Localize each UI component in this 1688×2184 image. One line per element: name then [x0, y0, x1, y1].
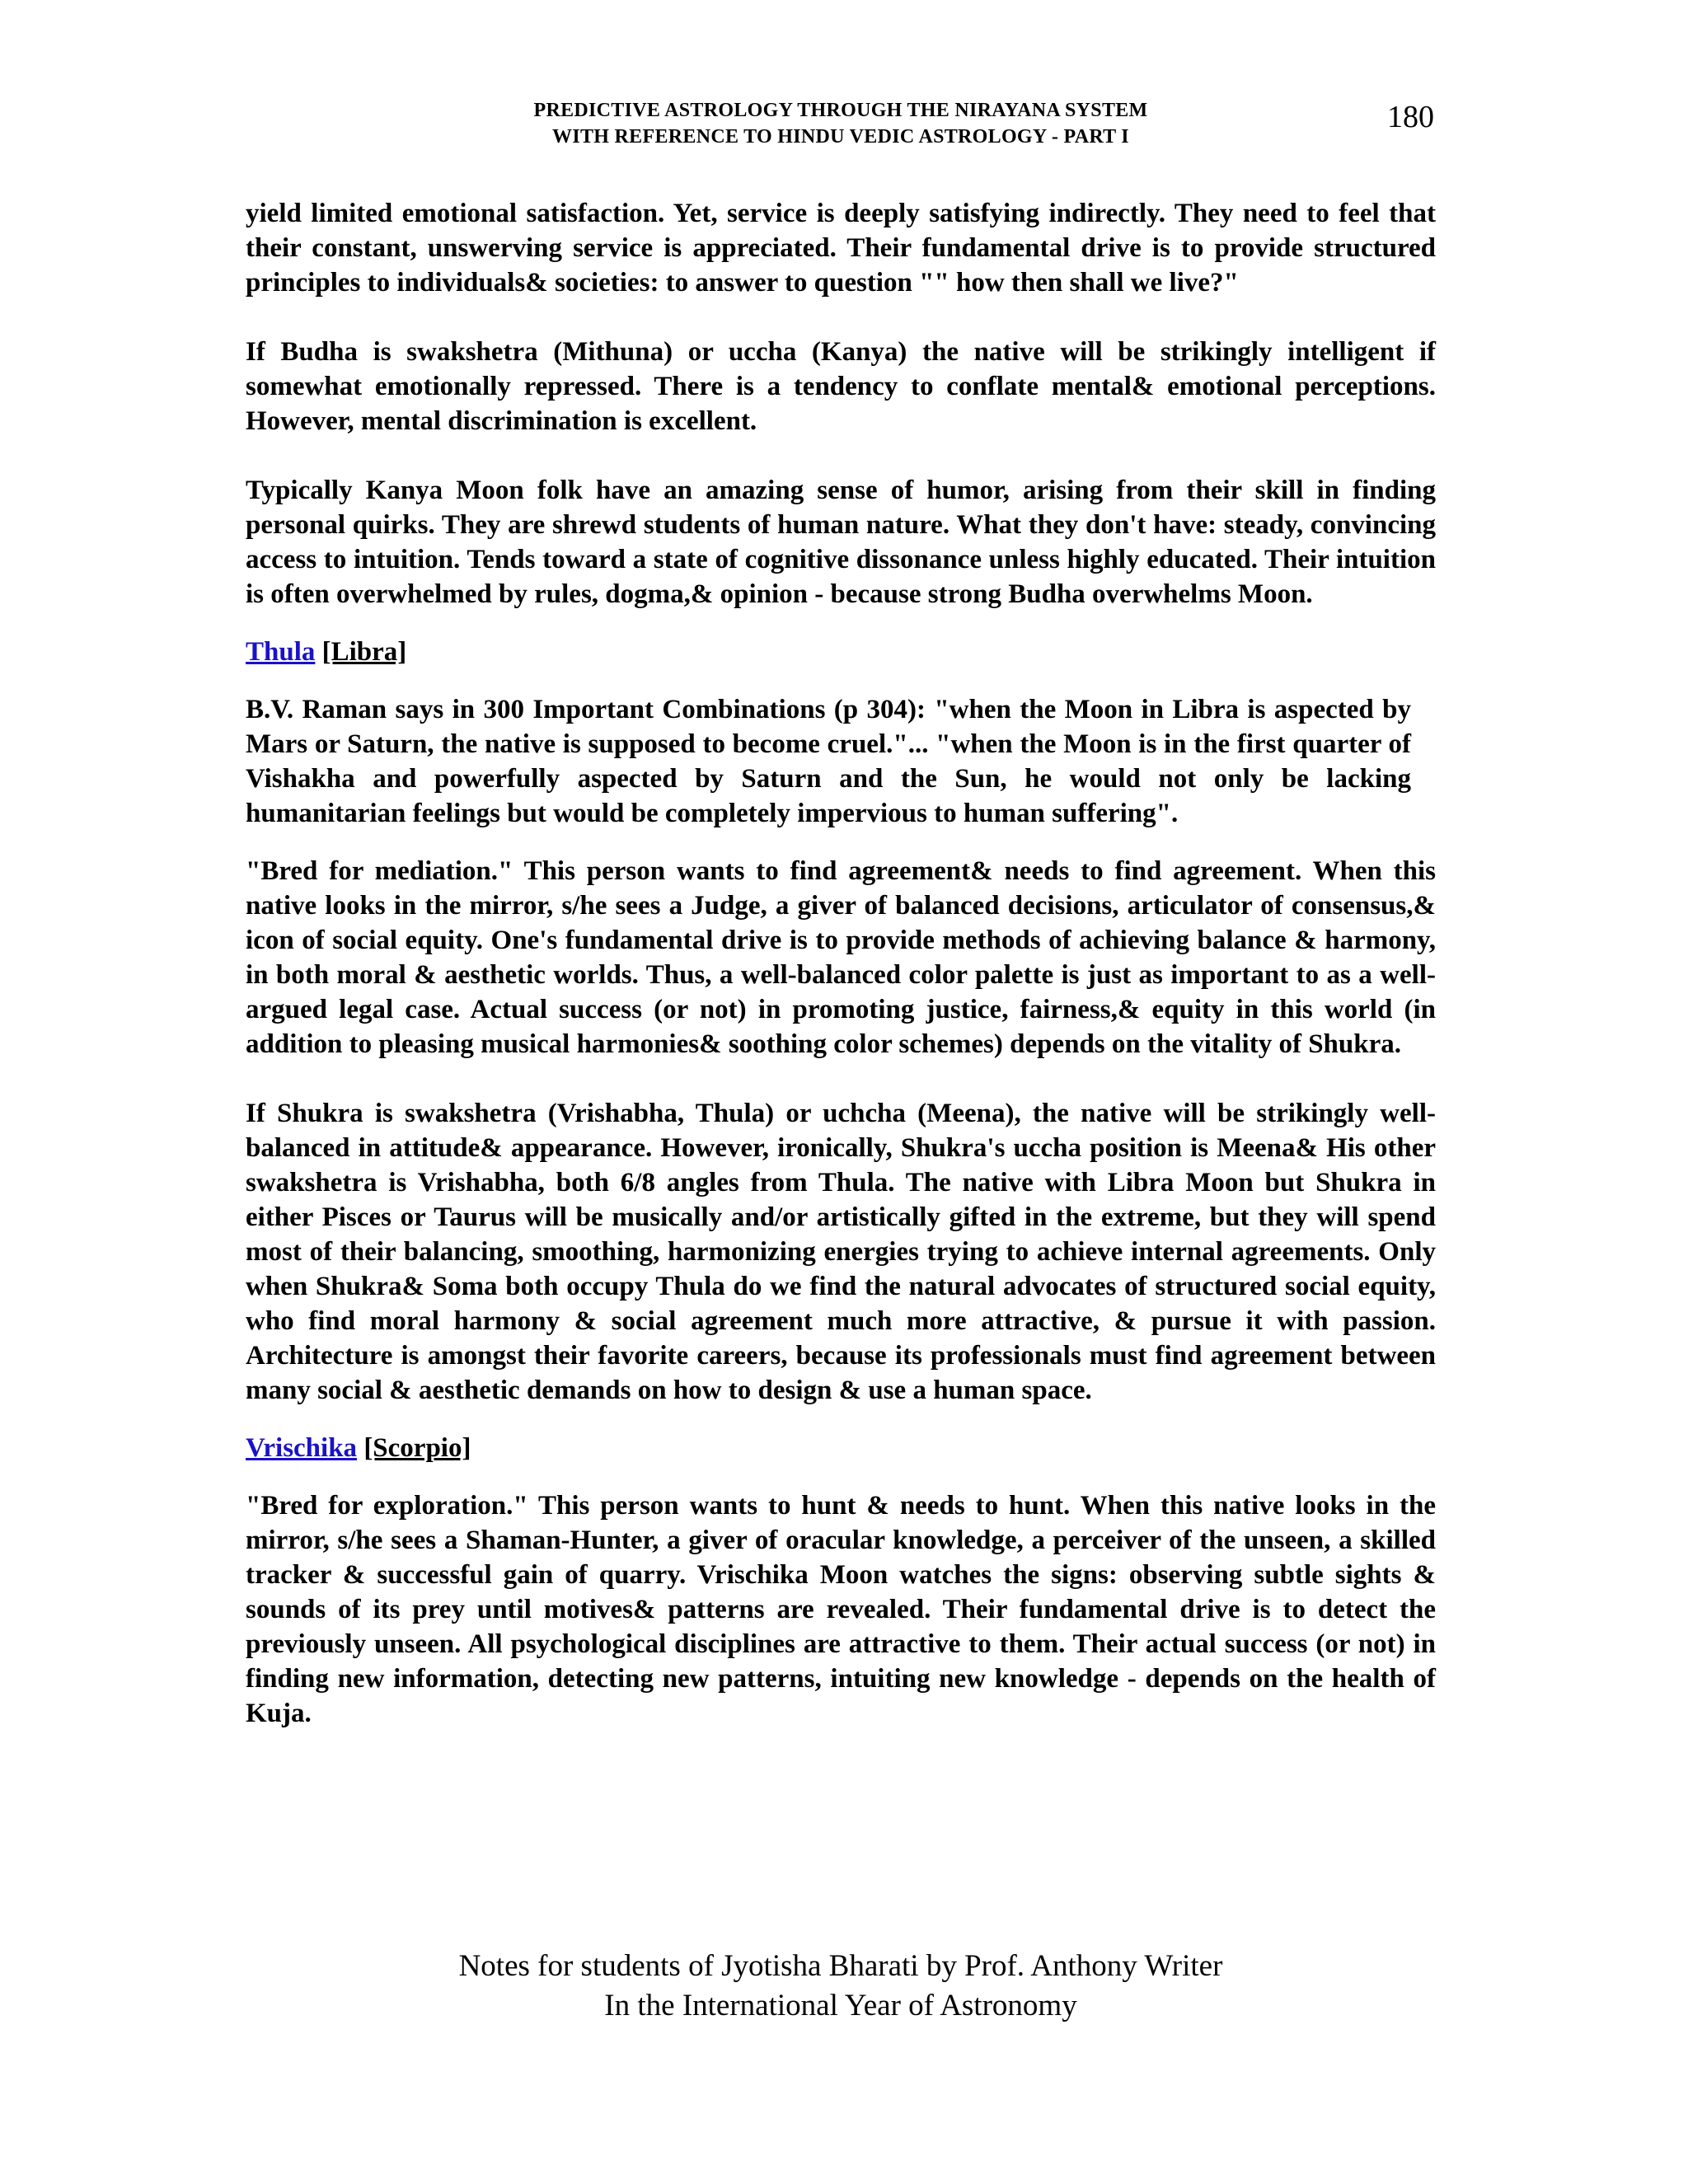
paragraph-service: yield limited emotional satisfaction. Yet, service is deeply satisfying indirectly. They need to feel that their constant, unswerving service is appreciated. Their fundamental drive is to provide structured principles to individuals& societies: to answer to question "" how then shall we live?": [246, 199, 1436, 298]
page-footer: [247, 1947, 1434, 2026]
paragraph-kanya-moon: Typically Kanya Moon folk have an amazing sense of humor, arising from their skill in finding personal quirks. They are shrewd students of human nature. What they don't have: steady, convincing access to intuition. Tends toward a state of cognitive dissonance unless highly educated. Their intuition is often overwhelmed by rules, dogma,& opinion - because strong Budha overwhelms Moon.: [246, 476, 1436, 609]
paragraph-shukra: If Shukra is swakshetra (Vrishabha, Thula) or uchcha (Meena), the native will be strikingly well-balanced in attitude& appearance. However, ironically, Shukra's uccha position is Meena& His other swakshetra is Vrishabha, both 6/8 angles from Thula. The native with Libra Moon but Shukra in either Pisces or Taurus will be musically and/or artistically gifted in the extreme, but they will spend most of their balancing, smoothing, harmonizing energies trying to achieve internal agreements. Only when Shukra& Soma both occupy Thula do we find the natural advocates of structured social equity, who find moral harmony & social agreement much more attractive, & pursue it with passion. Architecture is amongst their favorite careers, because its professionals must find agreement between many social & aesthetic demands on how to design & use a human space.: [246, 1099, 1436, 1405]
section-heading-thula: [246, 635, 1436, 669]
running-title: [247, 97, 1434, 150]
page-body: [246, 196, 1436, 1765]
running-title-line-2: WITH REFERENCE TO HINDU VEDIC ASTROLOGY - PART I: [552, 126, 1129, 148]
running-title-line-1: PREDICTIVE ASTROLOGY THROUGH THE NIRAYANA SYSTEM: [533, 100, 1148, 121]
page-number: 180: [1387, 100, 1434, 134]
thula-bracket: [Libra]: [321, 637, 407, 667]
vrischika-bracket: [Scorpio]: [363, 1433, 471, 1463]
section-heading-vrischika: [246, 1431, 1436, 1465]
vrischika-link[interactable]: Vrischika: [246, 1433, 358, 1463]
thula-link[interactable]: Thula: [246, 637, 316, 667]
footer-line-1: Notes for students of Jyotisha Bharati by Prof. Anthony Writer: [458, 1949, 1223, 1983]
page-header: [247, 97, 1434, 163]
paragraph-bred-for-exploration: "Bred for exploration." This person wants to hunt & needs to hunt. When this native looks in the mirror, s/he sees a Shaman-Hunter, a giver of oracular knowledge, a perceiver of the unseen, a skilled tracker & successful gain of quarry. Vrischika Moon watches the signs: observing subtle sights & sounds of its prey until motives& patterns are revealed. Their fundamental drive is to detect the previously unseen. All psychological disciplines are attractive to them. Their actual success (or not) in finding new information, detecting new patterns, intuiting new knowledge - depends on the health of Kuja.: [246, 1491, 1436, 1728]
footer-line-2: In the International Year of Astronomy: [604, 1989, 1077, 2022]
paragraph-budha: If Budha is swakshetra (Mithuna) or uccha (Kanya) the native will be strikingly intelligent if somewhat emotionally repressed. There is a tendency to conflate mental& emotional perceptions. However, mental discrimination is excellent.: [246, 337, 1436, 436]
paragraph-raman-quote: B.V. Raman says in 300 Important Combinations (p 304): "when the Moon in Libra is aspected by Mars or Saturn, the native is supposed to become cruel."... "when the Moon is in the first quarter of Vishakha and powerfully aspected by Saturn and the Sun, he would not only be lacking humanitarian feelings but would be completely impervious to human suffering".: [246, 695, 1411, 828]
paragraph-bred-for-mediation: "Bred for mediation." This person wants to find agreement& needs to find agreement. When this native looks in the mirror, s/he sees a Judge, a giver of balanced decisions, articulator of consensus,& icon of social equity. One's fundamental drive is to provide methods of achieving balance & harmony, in both moral & aesthetic worlds. Thus, a well-balanced color palette is just as important to as a well-argued legal case. Actual success (or not) in promoting justice, fairness,& equity in this world (in addition to pleasing musical harmonies& soothing color schemes) depends on the vitality of Shukra.: [246, 856, 1436, 1059]
